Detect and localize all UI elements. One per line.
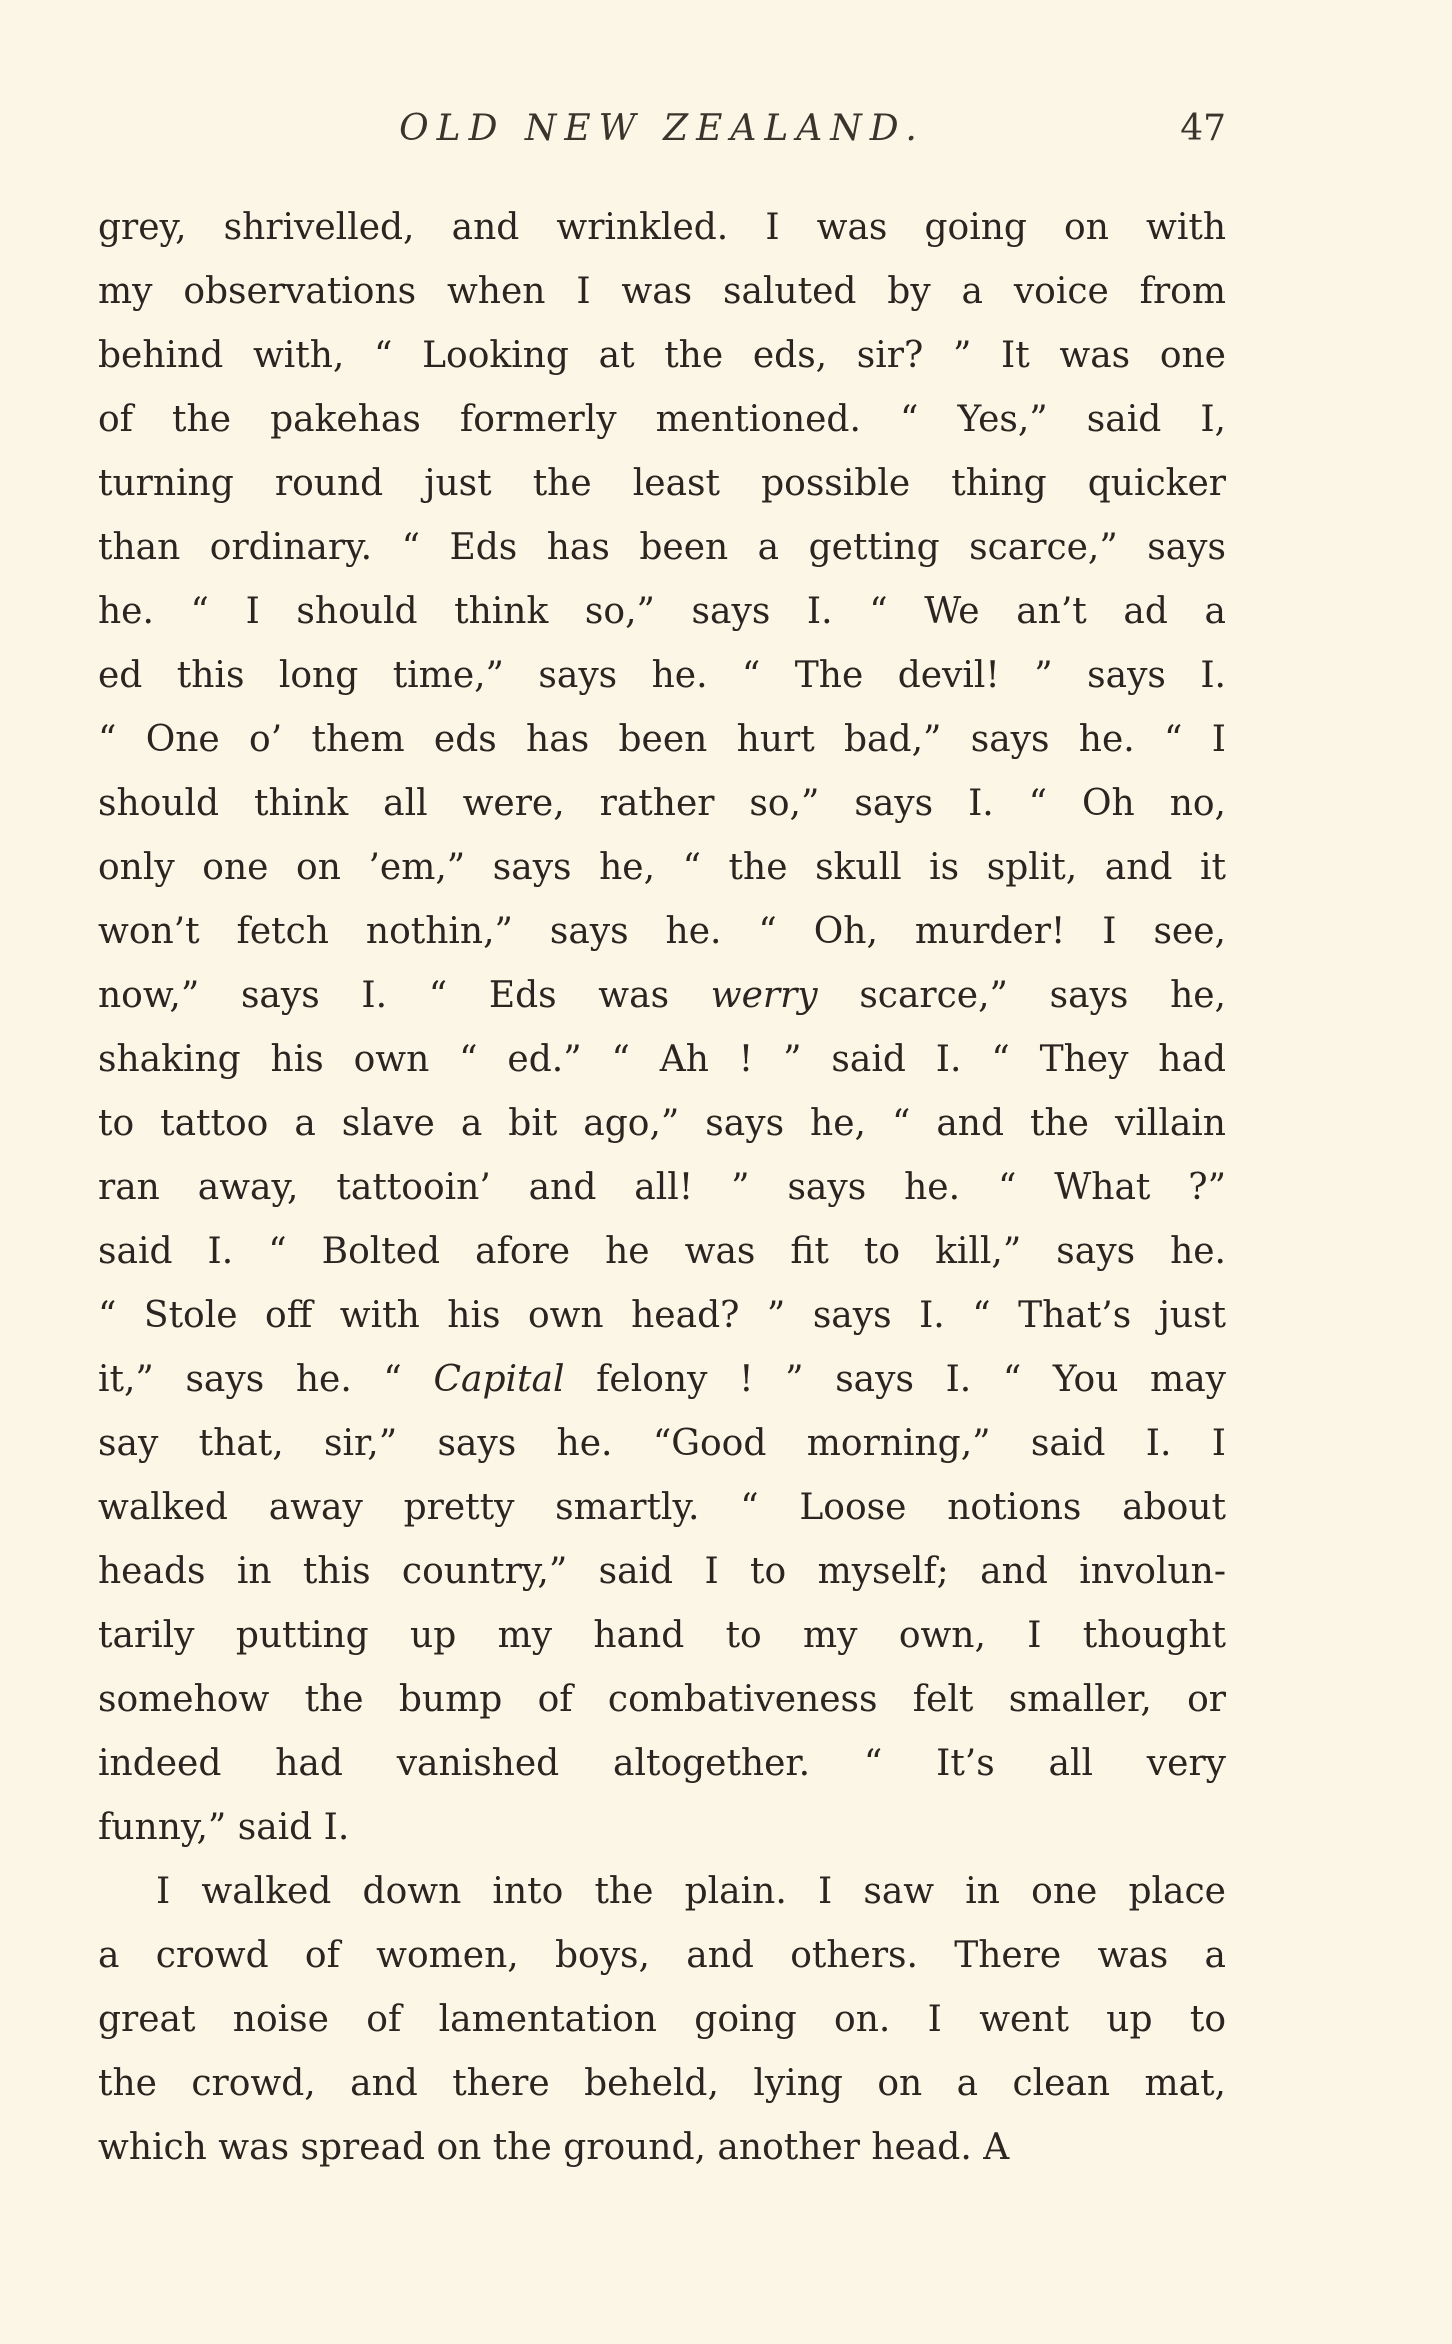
running-title: OLD NEW ZEALAND. — [399, 108, 925, 149]
text-line: a crowd of women, boys, and others. There was a — [98, 1935, 1226, 1976]
text-line: to tattoo a slave a bit ago,” says he, “ and the villain — [98, 1103, 1226, 1144]
text-line: somehow the bump of combativeness felt smaller, or — [98, 1679, 1226, 1720]
text-line: great noise of lamentation going on. I went up to — [98, 1999, 1226, 2040]
text-line: ran away, tattooin’ and all! ” says he. “ What ?” — [98, 1167, 1226, 1208]
text-line: my observations when I was saluted by a voice from — [98, 271, 1226, 312]
text-line: “ One o’ them eds has been hurt bad,” says he. “ I — [98, 719, 1226, 760]
text-line: ed this long time,” says he. “ The devil! ” says I. — [98, 655, 1226, 696]
text-line: than ordinary. “ Eds has been a getting scarce,” says — [98, 527, 1226, 568]
text-line: indeed had vanished altogether. “ It’s all very — [98, 1743, 1226, 1784]
text-line: say that, sir,” says he. “Good morning,” said I. I — [98, 1423, 1226, 1464]
text-line: of the pakehas formerly mentioned. “ Yes,” said I, — [98, 399, 1226, 440]
text-line: “ Stole off with his own head? ” says I. “ That’s just — [98, 1295, 1226, 1336]
page-number: 47 — [1180, 108, 1226, 149]
text-line: tarily putting up my hand to my own, I thought — [98, 1615, 1226, 1656]
text-line: said I. “ Bolted afore he was fit to kill,” says he. — [98, 1231, 1226, 1272]
text-line: shaking his own “ ed.” “ Ah ! ” said I. “ They had — [98, 1039, 1226, 1080]
running-head — [98, 108, 1226, 152]
text-line: funny,” said I. — [98, 1807, 350, 1848]
text-line: he. “ I should think so,” says I. “ We an’t ad a — [98, 591, 1226, 632]
text-line: should think all were, rather so,” says I. “ Oh no, — [98, 783, 1226, 824]
text-line: walked away pretty smartly. “ Loose notions about — [98, 1487, 1226, 1528]
text-line: it,” says he. “ Capital felony ! ” says I. “ You may — [98, 1359, 1226, 1400]
text-line: only one on ’em,” says he, “ the skull is split, and it — [98, 847, 1226, 888]
text-line: turning round just the least possible thing quicker — [98, 463, 1226, 504]
body-text — [98, 196, 1226, 2180]
text-line: I walked down into the plain. I saw in one place — [156, 1871, 1226, 1912]
text-line: won’t fetch nothin,” says he. “ Oh, murder! I see, — [98, 911, 1226, 952]
text-line: heads in this country,” said I to myself; and involun- — [98, 1551, 1226, 1592]
text-line: behind with, “ Looking at the eds, sir? ” It was one — [98, 335, 1226, 376]
text-line: the crowd, and there beheld, lying on a clean mat, — [98, 2063, 1226, 2104]
text-line: grey, shrivelled, and wrinkled. I was going on with — [98, 207, 1226, 248]
text-line: now,” says I. “ Eds was werry scarce,” says he, — [98, 975, 1226, 1016]
text-line: which was spread on the ground, another head. A — [98, 2127, 1010, 2168]
